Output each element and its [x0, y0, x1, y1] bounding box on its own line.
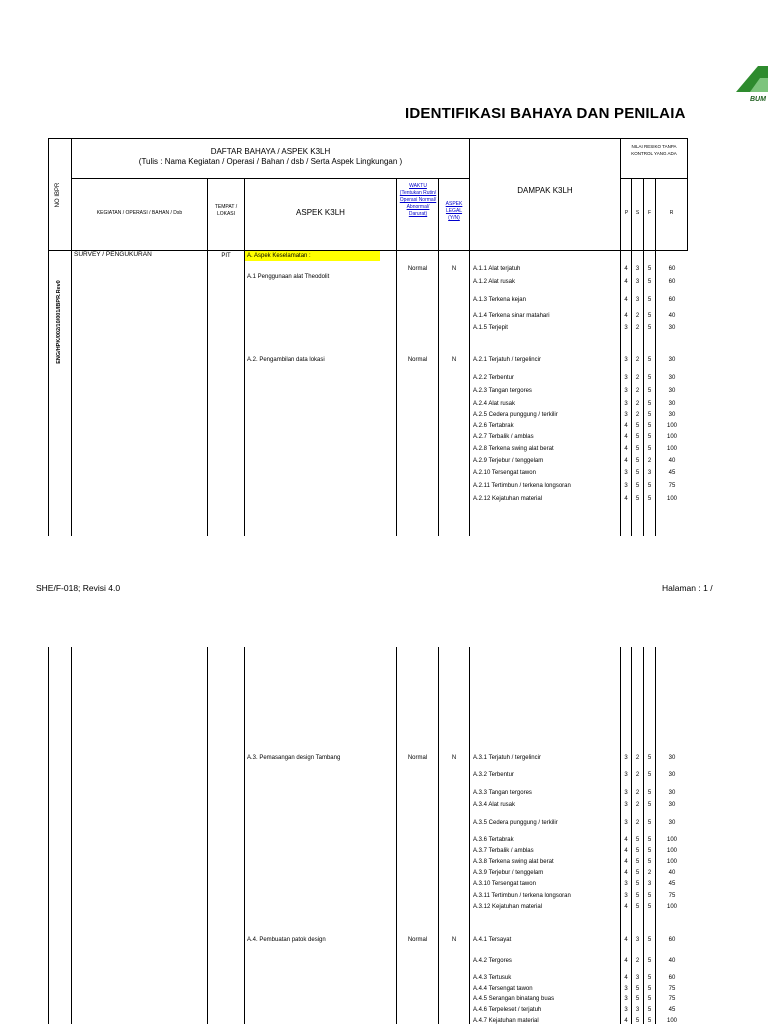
risk-s-cell: 5 — [635, 904, 640, 910]
risk-p-cell: 4 — [624, 1018, 628, 1024]
risk-f-cell: 5 — [647, 1018, 652, 1024]
legal-a3: N — [451, 755, 457, 761]
risk-f-cell: 5 — [647, 837, 652, 843]
risk-p-cell: 3 — [624, 790, 628, 796]
dampak-cell: A.1.4 Terkena sinar matahari — [473, 313, 550, 319]
risk-f-cell: 2 — [647, 458, 652, 464]
waktu-a2: Normal — [407, 357, 428, 363]
risk-s-cell: 5 — [635, 996, 640, 1002]
company-logo — [736, 62, 768, 104]
risk-f-cell: 5 — [647, 313, 652, 319]
risk-s-cell: 5 — [635, 470, 640, 476]
risk-s-cell: 5 — [635, 446, 640, 452]
risk-f-cell: 5 — [647, 434, 652, 440]
risk-f-cell: 5 — [647, 755, 652, 761]
legal-a2: N — [451, 357, 457, 363]
dampak-cell: A.2.3 Tangan tergores — [473, 388, 532, 394]
dampak-cell: A.3.10 Tersengat tawon — [473, 881, 536, 887]
risk-s-cell: 2 — [635, 772, 640, 778]
header-aspek-legal[interactable]: ASPEK LEGAL (Y/N) — [445, 201, 463, 221]
dampak-cell: A.3.8 Terkena swing alat berat — [473, 859, 554, 865]
header-aspek: ASPEK K3LH — [296, 208, 345, 217]
risk-p-cell: 3 — [624, 881, 628, 887]
risk-r-cell: 30 — [668, 412, 676, 418]
risk-s-cell: 5 — [635, 893, 640, 899]
risk-r-cell: 75 — [668, 893, 676, 899]
risk-p-cell: 3 — [624, 996, 628, 1002]
dampak-cell: A.2.7 Terbalik / amblas — [473, 434, 534, 440]
risk-f-cell: 5 — [647, 958, 652, 964]
risk-s-cell: 2 — [635, 401, 640, 407]
risk-r-cell: 40 — [668, 870, 676, 876]
dampak-cell: A.2.10 Tersengat tawon — [473, 470, 536, 476]
risk-r-cell: 30 — [668, 325, 676, 331]
aspek-a2: A.2. Pengambilan data lokasi — [247, 357, 325, 363]
dampak-cell: A.1.1 Alat terjatuh — [473, 266, 521, 272]
risk-p-cell: 4 — [624, 958, 628, 964]
aspek-heading: A. Aspek Keselamatan : — [247, 253, 311, 259]
risk-r-cell: 100 — [666, 904, 677, 910]
risk-r-cell: 60 — [668, 279, 676, 285]
dampak-cell: A.2.5 Cedera punggung / terkilir — [473, 412, 558, 418]
risk-s-cell: 2 — [635, 313, 640, 319]
risk-r-cell: 30 — [668, 820, 676, 826]
header-tempat: TEMPAT / LOKASI — [214, 204, 238, 217]
waktu-a3: Normal — [407, 755, 428, 761]
aspek-a1: A.1 Penggunaan alat Theodolit — [247, 274, 330, 280]
dampak-cell: A.2.11 Tertimbun / terkena longsoran — [473, 483, 571, 489]
risk-r-cell: 45 — [668, 470, 676, 476]
risk-r-cell: 30 — [668, 357, 676, 363]
legal-a4: N — [451, 937, 457, 943]
risk-s-cell: 5 — [635, 848, 640, 854]
risk-p-cell: 4 — [624, 859, 628, 865]
risk-r-cell: 45 — [668, 1007, 676, 1013]
dampak-cell: A.1.3 Terkena kejan — [473, 297, 526, 303]
risk-r-cell: 100 — [666, 848, 677, 854]
risk-p-cell: 4 — [624, 904, 628, 910]
hazard-table-page-2 — [48, 647, 688, 1024]
risk-r-cell: 60 — [668, 297, 676, 303]
risk-r-cell: 30 — [668, 401, 676, 407]
header-nilai-resiko: NILAI RESIKO TANPA KONTROL YANG ADA — [631, 144, 677, 156]
dampak-cell: A.4.1 Tersayat — [473, 937, 512, 943]
risk-p-cell: 4 — [624, 423, 628, 429]
risk-p-cell: 4 — [624, 496, 628, 502]
footer-page-number: Halaman : 1 / — [662, 583, 713, 593]
risk-s-cell: 5 — [635, 423, 640, 429]
risk-p-cell: 3 — [624, 401, 628, 407]
risk-p-cell: 4 — [624, 937, 628, 943]
risk-s-cell: 2 — [635, 412, 640, 418]
dampak-cell: A.3.6 Tertabrak — [473, 837, 514, 843]
risk-s-cell: 5 — [635, 837, 640, 843]
risk-f-cell: 5 — [647, 325, 652, 331]
document-title: IDENTIFIKASI BAHAYA DAN PENILAIA — [405, 105, 686, 122]
header-no-ibpr: NO IBPR — [55, 182, 61, 208]
risk-p-cell: 4 — [624, 446, 628, 452]
risk-r-cell: 40 — [668, 458, 676, 464]
risk-f-cell: 5 — [647, 859, 652, 865]
risk-p-cell: 4 — [624, 279, 628, 285]
header-r: R — [669, 210, 674, 216]
risk-f-cell: 5 — [647, 446, 652, 452]
dampak-cell: A.2.4 Alat rusak — [473, 401, 516, 407]
risk-r-cell: 45 — [668, 881, 676, 887]
risk-r-cell: 40 — [668, 313, 676, 319]
risk-s-cell: 2 — [635, 958, 640, 964]
risk-p-cell: 4 — [624, 458, 628, 464]
risk-r-cell: 30 — [668, 375, 676, 381]
dampak-cell: A.3.12 Kejatuhan material — [473, 904, 543, 910]
risk-r-cell: 60 — [668, 937, 676, 943]
kegiatan-survey: SURVEY / PENGUKURAN — [74, 251, 152, 258]
risk-s-cell: 2 — [635, 357, 640, 363]
risk-f-cell: 5 — [647, 423, 652, 429]
risk-s-cell: 5 — [635, 458, 640, 464]
dampak-cell: A.4.7 Kejatuhan material — [473, 1018, 539, 1024]
risk-p-cell: 3 — [624, 375, 628, 381]
risk-f-cell: 5 — [647, 986, 652, 992]
risk-f-cell: 5 — [647, 802, 652, 808]
risk-s-cell: 3 — [635, 297, 640, 303]
risk-f-cell: 5 — [647, 975, 652, 981]
risk-f-cell: 5 — [647, 266, 652, 272]
risk-f-cell: 5 — [647, 401, 652, 407]
risk-p-cell: 3 — [624, 470, 628, 476]
risk-p-cell: 3 — [624, 802, 628, 808]
dampak-cell: A.3.9 Terjebur / tenggelam — [473, 870, 544, 876]
risk-s-cell: 5 — [635, 1018, 640, 1024]
dampak-cell: A.3.11 Tertimbun / terkena longsoran — [473, 893, 571, 899]
logo-text: BUM — [750, 96, 766, 103]
risk-f-cell: 5 — [647, 937, 652, 943]
risk-s-cell: 5 — [635, 483, 640, 489]
dampak-cell: A.3.7 Terbalik / amblas — [473, 848, 534, 854]
risk-s-cell: 2 — [635, 802, 640, 808]
risk-s-cell: 5 — [635, 496, 640, 502]
risk-p-cell: 4 — [624, 313, 628, 319]
risk-r-cell: 30 — [668, 802, 676, 808]
risk-r-cell: 60 — [668, 975, 676, 981]
risk-f-cell: 5 — [647, 820, 652, 826]
risk-p-cell: 4 — [624, 266, 628, 272]
risk-r-cell: 30 — [668, 790, 676, 796]
risk-p-cell: 3 — [624, 1007, 628, 1013]
hazard-table-page-1 — [48, 138, 688, 536]
risk-r-cell: 100 — [666, 1018, 677, 1024]
dampak-cell: A.3.4 Alat rusak — [473, 802, 516, 808]
risk-s-cell: 3 — [635, 975, 640, 981]
risk-f-cell: 5 — [647, 848, 652, 854]
dampak-cell: A.1.2 Alat rusak — [473, 279, 516, 285]
risk-f-cell: 5 — [647, 772, 652, 778]
dampak-cell: A.3.1 Terjatuh / tergelincir — [473, 755, 541, 761]
dampak-cell: A.3.5 Cedera punggung / terkilir — [473, 820, 558, 826]
risk-r-cell: 100 — [666, 496, 677, 502]
risk-p-cell: 4 — [624, 297, 628, 303]
dampak-cell: A.3.3 Tangan tergores — [473, 790, 532, 796]
risk-p-cell: 3 — [624, 357, 628, 363]
risk-s-cell: 3 — [635, 266, 640, 272]
risk-f-cell: 5 — [647, 904, 652, 910]
risk-r-cell: 75 — [668, 996, 676, 1002]
dampak-cell: A.4.6 Terpeleset / terjatuh — [473, 1007, 542, 1013]
risk-f-cell: 5 — [647, 483, 652, 489]
risk-p-cell: 3 — [624, 412, 628, 418]
risk-p-cell: 3 — [624, 772, 628, 778]
risk-p-cell: 4 — [624, 870, 628, 876]
risk-f-cell: 5 — [647, 357, 652, 363]
risk-f-cell: 5 — [647, 1007, 652, 1013]
aspek-a4: A.4. Pembuatan patok design — [247, 937, 326, 943]
risk-f-cell: 5 — [647, 279, 652, 285]
risk-f-cell: 5 — [647, 790, 652, 796]
risk-p-cell: 3 — [624, 483, 628, 489]
risk-r-cell: 100 — [666, 446, 677, 452]
header-s: S — [635, 210, 640, 216]
dampak-cell: A.2.6 Tertabrak — [473, 423, 514, 429]
aspek-a3: A.3. Pemasangan design Tambang — [247, 755, 341, 761]
risk-s-cell: 3 — [635, 937, 640, 943]
risk-r-cell: 75 — [668, 483, 676, 489]
risk-f-cell: 2 — [647, 870, 652, 876]
header-daftar-title: DAFTAR BAHAYA / ASPEK K3LH — [210, 147, 331, 156]
risk-f-cell: 3 — [647, 881, 652, 887]
risk-s-cell: 5 — [635, 870, 640, 876]
dampak-cell: A.4.2 Tergores — [473, 958, 512, 964]
risk-f-cell: 5 — [647, 388, 652, 394]
risk-f-cell: 5 — [647, 496, 652, 502]
risk-p-cell: 3 — [624, 820, 628, 826]
risk-s-cell: 2 — [635, 375, 640, 381]
risk-p-cell: 3 — [624, 755, 628, 761]
risk-s-cell: 2 — [635, 820, 640, 826]
risk-p-cell: 4 — [624, 837, 628, 843]
risk-s-cell: 5 — [635, 881, 640, 887]
dampak-cell: A.2.2 Terbentur — [473, 375, 514, 381]
waktu-a1: Normal — [407, 266, 428, 272]
risk-s-cell: 5 — [635, 434, 640, 440]
risk-s-cell: 3 — [635, 279, 640, 285]
risk-r-cell: 30 — [668, 755, 676, 761]
risk-f-cell: 5 — [647, 996, 652, 1002]
risk-f-cell: 5 — [647, 412, 652, 418]
risk-f-cell: 5 — [647, 297, 652, 303]
risk-r-cell: 100 — [666, 423, 677, 429]
risk-f-cell: 5 — [647, 893, 652, 899]
risk-p-cell: 3 — [624, 986, 628, 992]
footer-revision: SHE/F-018; Revisi 4.0 — [36, 583, 121, 593]
header-dampak: DAMPAK K3LH — [517, 186, 573, 195]
header-f: F — [647, 210, 652, 216]
header-kegiatan: KEGIATAN / OPERASI / BAHAN / Dsb — [96, 210, 183, 216]
risk-f-cell: 3 — [647, 470, 652, 476]
risk-s-cell: 2 — [635, 790, 640, 796]
risk-p-cell: 4 — [624, 848, 628, 854]
risk-s-cell: 5 — [635, 986, 640, 992]
dampak-cell: A.4.5 Serangan binatang buas — [473, 996, 555, 1002]
risk-p-cell: 4 — [624, 975, 628, 981]
risk-s-cell: 2 — [635, 325, 640, 331]
risk-r-cell: 40 — [668, 958, 676, 964]
dampak-cell: A.4.4 Tersengat tawon — [473, 986, 533, 992]
waktu-a4: Normal — [407, 937, 428, 943]
risk-s-cell: 2 — [635, 755, 640, 761]
risk-p-cell: 4 — [624, 434, 628, 440]
risk-r-cell: 100 — [666, 434, 677, 440]
risk-r-cell: 30 — [668, 388, 676, 394]
risk-p-cell: 3 — [624, 325, 628, 331]
risk-r-cell: 30 — [668, 772, 676, 778]
dampak-cell: A.4.3 Tertusuk — [473, 975, 512, 981]
risk-f-cell: 5 — [647, 375, 652, 381]
risk-s-cell: 2 — [635, 388, 640, 394]
dampak-cell: A.3.2 Terbentur — [473, 772, 514, 778]
risk-r-cell: 60 — [668, 266, 676, 272]
dampak-cell: A.2.8 Terkena swing alat berat — [473, 446, 554, 452]
risk-r-cell: 75 — [668, 986, 676, 992]
risk-s-cell: 5 — [635, 859, 640, 865]
risk-p-cell: 3 — [624, 893, 628, 899]
dampak-cell: A.1.5 Terjepit — [473, 325, 508, 331]
risk-r-cell: 100 — [666, 859, 677, 865]
header-daftar-subtitle: (Tulis : Nama Kegiatan / Operasi / Bahan / dsb / Serta Aspek Lingkungan ) — [138, 157, 403, 166]
dampak-cell: A.2.1 Terjatuh / tergelincir — [473, 357, 541, 363]
header-waktu[interactable]: WAKTU (Tentukan Rutin/ Operasi Normal/ Abnormal/ Darurat) — [399, 183, 437, 217]
ibpr-code: ENG/HPK/002/10/001/IBPR.Rev0 — [56, 280, 62, 364]
risk-s-cell: 3 — [635, 1007, 640, 1013]
risk-p-cell: 3 — [624, 388, 628, 394]
legal-a1: N — [451, 266, 457, 272]
risk-r-cell: 100 — [666, 837, 677, 843]
tempat-pit: PIT — [221, 253, 231, 259]
dampak-cell: A.2.12 Kejatuhan material — [473, 496, 543, 502]
dampak-cell: A.2.9 Terjebur / tenggelam — [473, 458, 544, 464]
header-p: P — [624, 210, 629, 216]
